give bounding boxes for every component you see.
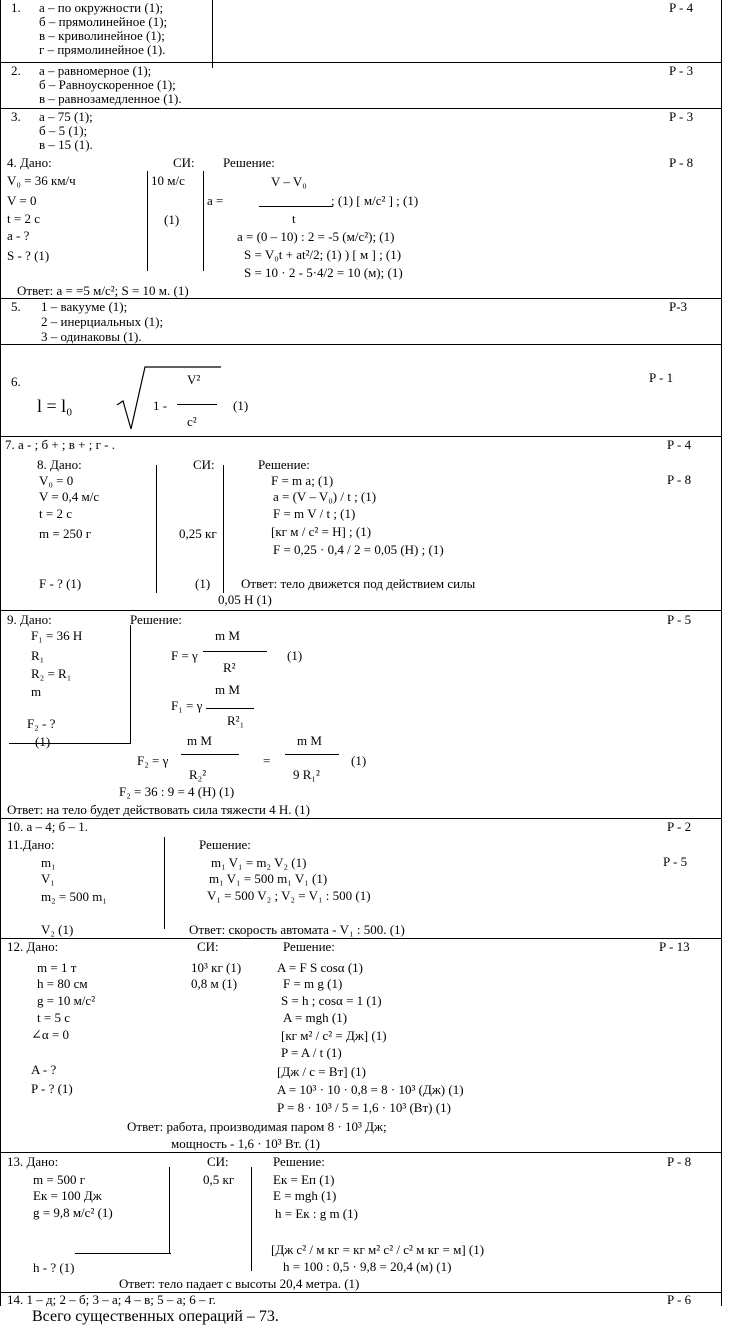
- fraction-bar: [181, 754, 239, 755]
- given-line: S - ? (1): [7, 248, 50, 263]
- answer-text: Ответ: тело падает с высоты 20,4 метра. (1): [119, 1276, 360, 1291]
- score-label: P - 8: [667, 1154, 692, 1169]
- answer-line: б – прямолинейное (1);: [39, 14, 168, 29]
- solution-line: [Дж / с = Вт] (1): [277, 1064, 366, 1079]
- answer-line: 7. а - ; б + ; в + ; г - .: [5, 437, 116, 452]
- divider: [251, 1167, 252, 1271]
- given-line: V₀ = 0: [39, 473, 74, 488]
- divider: [169, 1167, 170, 1253]
- given-line: F - ? (1): [39, 576, 82, 591]
- answer-block-7-8: [0, 436, 722, 610]
- item-number: 5.: [11, 299, 21, 314]
- solution-line: P = A / t (1): [281, 1045, 342, 1060]
- si-value: 10³ кг (1): [191, 960, 242, 975]
- answer-text: Ответ: тело движется под действием силы: [241, 576, 476, 591]
- given-heading: 9. Дано:: [7, 612, 52, 627]
- total-operations: Всего существенных операций – 73.: [32, 1308, 279, 1325]
- given-line: m = 500 г: [33, 1172, 86, 1187]
- formula: 9 R₁²: [293, 767, 320, 782]
- answer-line: а – по окружности (1);: [39, 0, 164, 15]
- formula: V²: [187, 372, 201, 387]
- given-heading: 8. Дано:: [37, 457, 82, 472]
- formula: F = γ: [171, 648, 198, 663]
- score-label: P - 13: [659, 939, 690, 954]
- answer-line: 14. 1 – д; 2 – б; 3 – а; 4 – в; 5 – а; 6 – г.: [7, 1292, 216, 1307]
- solution-line: [кг м² / с² = Дж] (1): [281, 1028, 387, 1043]
- point-mark: (1): [287, 648, 303, 663]
- given-line: F₁ = 36 Н: [31, 628, 83, 643]
- formula: l = l₀: [37, 396, 73, 416]
- solution-heading: Решение:: [223, 155, 275, 170]
- solution-line: A = F S cosα (1): [277, 960, 364, 975]
- solution-line: m₁ V₁ = 500 m₁ V₁ (1): [209, 871, 328, 886]
- score-label: P - 4: [669, 0, 694, 15]
- given-line: m: [31, 684, 42, 699]
- given-line: V₁: [41, 871, 55, 886]
- given-line: V = 0,4 м/с: [39, 489, 100, 504]
- given-line: m = 250 г: [39, 526, 92, 541]
- divider: [9, 743, 131, 744]
- answer-block-3-4: [0, 108, 722, 298]
- item-number: 1.: [11, 0, 21, 15]
- item-number: 2.: [11, 63, 21, 78]
- solution-line: S = V₀t + at²/2; (1) ) [ м ] ; (1): [244, 247, 402, 262]
- given-line: g = 10 м/с²: [37, 993, 96, 1008]
- solution-line: P = 8 · 10³ / 5 = 1,6 · 10³ (Вт) (1): [277, 1100, 451, 1115]
- formula: =: [263, 753, 271, 768]
- answer-line: г – прямолинейное (1).: [39, 42, 166, 57]
- given-line: P - ? (1): [31, 1081, 73, 1096]
- given-line: g = 9,8 м/с² (1): [33, 1205, 113, 1220]
- answer-block-10-11: [0, 818, 722, 938]
- si-value: 0,5 кг: [203, 1172, 235, 1187]
- score-label: P - 4: [667, 437, 692, 452]
- formula: m M: [297, 733, 322, 748]
- answer-block-13: [0, 1152, 722, 1292]
- formula: R₂²: [189, 767, 207, 782]
- answer-line: 10. а – 4; б – 1.: [7, 819, 88, 834]
- si-heading: СИ:: [173, 155, 195, 170]
- given-line: A - ?: [31, 1062, 57, 1077]
- divider: [164, 837, 165, 929]
- answer-line: в – равнозамедленное (1).: [39, 91, 182, 106]
- formula: m M: [215, 682, 240, 697]
- score-label: P - 8: [669, 155, 694, 170]
- formula: m M: [187, 733, 212, 748]
- given-line: m₁: [41, 855, 56, 870]
- given-line: m₂ = 500 m₁: [41, 889, 107, 904]
- divider: [212, 0, 213, 68]
- item-number: 3.: [11, 109, 21, 124]
- formula: F₁ = γ: [171, 698, 203, 713]
- si-heading: СИ:: [197, 939, 219, 954]
- solution-heading: Решение:: [273, 1154, 325, 1169]
- given-line: F₂ - ?: [27, 716, 56, 731]
- score-label: P - 3: [669, 63, 694, 78]
- given-line: V = 0: [7, 193, 37, 208]
- solution-heading: Решение:: [130, 612, 182, 627]
- answer-line: а – равномерное (1);: [39, 63, 152, 78]
- answer-line: 3 – одинаковы (1).: [41, 329, 142, 344]
- solution-line: A = 10³ · 10 · 0,8 = 8 · 10³ (Дж) (1): [277, 1082, 464, 1097]
- answer-line: а – 75 (1);: [39, 109, 93, 124]
- si-value: 10 м/с: [151, 173, 185, 188]
- solution-line: F = m V / t ; (1): [273, 506, 356, 521]
- answer-text: Ответ: a = =5 м/с²; S = 10 м. (1): [17, 283, 189, 298]
- formula: t: [292, 211, 296, 226]
- given-line: V₀ = 36 км/ч: [7, 173, 76, 188]
- solution-line: F₂ = 36 : 9 = 4 (Н) (1): [119, 784, 235, 799]
- solution-line: S = h ; cosα = 1 (1): [281, 993, 382, 1008]
- solution-heading: Решение:: [258, 457, 310, 472]
- solution-line: [кг м / с² = Н] ; (1): [271, 524, 372, 539]
- formula: ; (1) [ м/с² ] ; (1): [331, 193, 419, 208]
- solution-heading: Решение:: [199, 837, 251, 852]
- answer-line: 1 – вакууме (1);: [41, 299, 128, 314]
- given-heading: 4. Дано:: [7, 155, 52, 170]
- answer-line: в – криволинейное (1);: [39, 28, 165, 43]
- given-heading: 12. Дано:: [7, 939, 59, 954]
- solution-line: a = (V – V₀) / t ; (1): [273, 489, 377, 504]
- answer-line: в – 15 (1).: [39, 137, 93, 152]
- given-line: (1): [35, 734, 51, 749]
- given-line: h = 80 см: [37, 976, 88, 991]
- score-label: P-3: [669, 299, 688, 314]
- answer-text: 0,05 Н (1): [218, 592, 272, 607]
- solution-line: F = m g (1): [283, 976, 343, 991]
- given-line: R₂ = R₁: [31, 666, 72, 681]
- given-line: R₁: [31, 648, 45, 663]
- answer-line: 2 – инерциальных (1);: [41, 314, 164, 329]
- answer-block-9: [0, 610, 722, 818]
- answer-block-2: [0, 62, 722, 108]
- divider: [75, 1253, 171, 1254]
- answer-block-12: [0, 938, 722, 1152]
- solution-line: a = (0 – 10) : 2 = -5 (м/с²); (1): [237, 229, 395, 244]
- answer-line: б – 5 (1);: [39, 123, 88, 138]
- divider: [147, 171, 148, 271]
- score-label: P - 2: [667, 819, 692, 834]
- si-value: (1): [195, 576, 211, 591]
- divider: [130, 625, 131, 743]
- answer-text: Ответ: работа, производимая паром 8 · 10³ Дж;: [127, 1119, 387, 1134]
- answer-block-6: [0, 344, 722, 436]
- given-line: Eк = 100 Дж: [33, 1188, 102, 1203]
- solution-line: F = 0,25 · 0,4 / 2 = 0,05 (Н) ; (1): [273, 542, 444, 557]
- answer-text: мощность - 1,6 · 10³ Вт. (1): [171, 1136, 320, 1151]
- given-line: h - ? (1): [33, 1260, 75, 1275]
- divider: [156, 465, 157, 593]
- solution-line: A = mgh (1): [283, 1010, 348, 1025]
- point-mark: (1): [233, 398, 249, 413]
- formula: V – V₀: [271, 174, 307, 189]
- solution-line: S = 10 · 2 - 5·4/2 = 10 (м); (1): [244, 265, 403, 280]
- formula: F₂ = γ: [137, 753, 169, 768]
- given-line: t = 2 с: [7, 211, 40, 226]
- answer-text: Ответ: на тело будет действовать сила тяжести 4 Н. (1): [7, 802, 310, 817]
- point-mark: (1): [351, 753, 367, 768]
- formula: 1 -: [153, 398, 168, 413]
- solution-line: h = 100 : 0,5 · 9,8 = 20,4 (м) (1): [283, 1259, 452, 1274]
- given-line: a - ?: [7, 228, 30, 243]
- fraction-bar: [259, 206, 333, 207]
- score-label: P - 5: [667, 612, 692, 627]
- score-label: P - 3: [669, 109, 694, 124]
- fraction-bar: [206, 708, 254, 709]
- formula: c²: [187, 414, 197, 429]
- radical-sign: [115, 365, 223, 433]
- item-number: 6.: [11, 374, 21, 389]
- solution-line: Eк = Eп (1): [273, 1172, 335, 1187]
- si-value: 0,8 м (1): [191, 976, 238, 991]
- score-label: P - 8: [667, 472, 692, 487]
- answer-block-5: [0, 298, 722, 344]
- si-value: 0,25 кг: [179, 526, 217, 541]
- score-label: P - 5: [663, 854, 688, 869]
- si-value: (1): [164, 212, 180, 227]
- solution-line: E = mgh (1): [273, 1188, 337, 1203]
- given-heading: 13. Дано:: [7, 1154, 59, 1169]
- si-heading: СИ:: [207, 1154, 229, 1169]
- given-line: ∠α = 0: [31, 1027, 70, 1042]
- answer-text: Ответ: скорость автомата - V₁ : 500. (1): [189, 922, 405, 937]
- formula: a =: [207, 193, 224, 208]
- solution-line: m₁ V₁ = m₂ V₂ (1): [211, 855, 307, 870]
- given-line: m = 1 т: [37, 960, 77, 975]
- given-line: t = 5 с: [37, 1010, 70, 1025]
- fraction-bar: [285, 754, 339, 755]
- solution-line: V₁ = 500 V₂ ; V₂ = V₁ : 500 (1): [207, 888, 371, 903]
- divider: [203, 171, 204, 271]
- answer-block-1: [0, 0, 722, 62]
- given-line: t = 2 с: [39, 506, 72, 521]
- fraction-bar: [203, 651, 267, 652]
- divider: [223, 465, 224, 593]
- given-heading: 11.Дано:: [7, 837, 55, 852]
- solution-line: [Дж с² / м кг = кг м² с² / с² м кг = м] (1): [271, 1242, 485, 1257]
- solution-heading: Решение:: [283, 939, 335, 954]
- score-label: P - 1: [649, 370, 674, 385]
- solution-line: F = m a; (1): [271, 473, 334, 488]
- fraction-bar: [177, 404, 217, 405]
- formula: m M: [215, 628, 240, 643]
- answer-block-14: [0, 1292, 722, 1306]
- si-heading: СИ:: [193, 457, 215, 472]
- score-label: P - 6: [667, 1292, 692, 1307]
- formula: R²: [223, 660, 236, 675]
- formula: R²₁: [227, 713, 245, 728]
- solution-line: h = Eк : g m (1): [275, 1206, 358, 1221]
- given-line: V₂ (1): [41, 922, 74, 937]
- answer-line: б – Равноускоренное (1);: [39, 77, 176, 92]
